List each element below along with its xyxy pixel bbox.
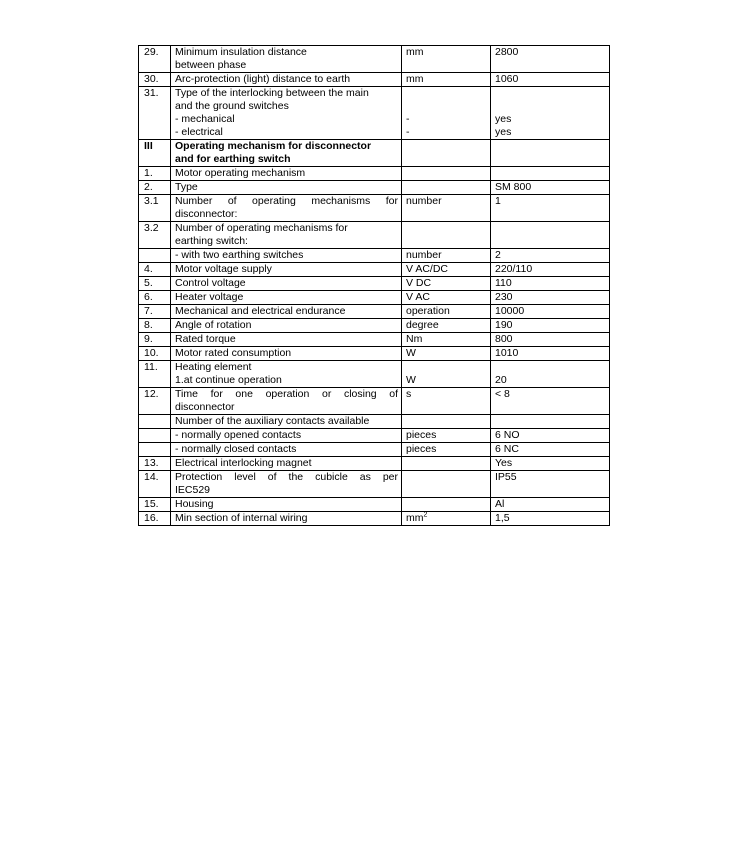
item-description (171, 263, 402, 277)
spec-row (139, 73, 610, 87)
item-unit (402, 415, 491, 429)
description-line: Arc-protection (light) distance to earth (175, 73, 351, 85)
value-line (495, 361, 606, 374)
item-value (491, 277, 610, 291)
item-unit (402, 319, 491, 333)
unit-text: V AC (406, 291, 430, 303)
spec-row (139, 263, 610, 277)
spec-row (139, 140, 610, 167)
description-line: Type (175, 181, 198, 193)
description-line: Mechanical and electrical endurance (175, 305, 346, 317)
unit-line (406, 140, 487, 153)
item-description (171, 195, 402, 222)
item-description (171, 305, 402, 319)
item-number: 10. (139, 347, 171, 361)
unit-line (406, 235, 487, 248)
value-line (495, 167, 606, 180)
item-unit (402, 181, 491, 195)
unit-text: number (406, 249, 442, 261)
item-description (171, 471, 402, 498)
item-unit (402, 347, 491, 361)
spec-row (139, 181, 610, 195)
value-line: 2 (495, 249, 501, 261)
item-unit (402, 471, 491, 498)
item-value (491, 249, 610, 263)
spec-row (139, 498, 610, 512)
item-value (491, 167, 610, 181)
value-line: 10000 (495, 305, 525, 317)
unit-line (406, 361, 487, 374)
item-unit (402, 195, 491, 222)
description-line: Angle of rotation (175, 319, 252, 331)
description-line: and for earthing switch (175, 153, 291, 165)
description-line: Control voltage (175, 277, 246, 289)
item-number: 6. (139, 291, 171, 305)
unit-text: pieces (406, 429, 437, 441)
item-number: 13. (139, 457, 171, 471)
item-unit (402, 457, 491, 471)
description-line: Motor rated consumption (175, 347, 292, 359)
unit-line (406, 319, 487, 332)
unit-text: Nm (406, 333, 423, 345)
value-line: 190 (495, 319, 513, 331)
unit-line (406, 401, 487, 414)
unit-line (406, 471, 487, 484)
unit-line (406, 181, 487, 194)
value-line: 230 (495, 291, 513, 303)
value-line: yes (495, 113, 512, 125)
spec-row (139, 195, 610, 222)
description-line: and the ground switches (175, 100, 289, 112)
value-line: SM 800 (495, 181, 532, 193)
value-line: 800 (495, 333, 513, 345)
unit-line (406, 498, 487, 511)
item-number: 5. (139, 277, 171, 291)
spec-row (139, 305, 610, 319)
item-description (171, 277, 402, 291)
item-number: III (139, 140, 171, 167)
spec-row (139, 361, 610, 388)
item-description (171, 249, 402, 263)
item-value (491, 429, 610, 443)
spec-row (139, 415, 610, 429)
item-unit (402, 263, 491, 277)
item-value (491, 181, 610, 195)
item-number: 3.2 (139, 222, 171, 249)
spec-row (139, 222, 610, 249)
description-line: Motor voltage supply (175, 263, 272, 275)
item-description (171, 87, 402, 140)
specification-table (138, 45, 610, 526)
item-unit (402, 87, 491, 140)
unit-text: s (406, 388, 412, 400)
unit-line (406, 208, 487, 221)
description-line: disconnector: (175, 208, 238, 220)
unit-line (406, 388, 487, 401)
unit-text: mm (406, 73, 424, 85)
description-line: IEC529 (175, 484, 211, 496)
value-line: < 8 (495, 388, 510, 400)
unit-superscript: 2 (423, 511, 428, 519)
item-description (171, 347, 402, 361)
item-value (491, 498, 610, 512)
item-unit (402, 429, 491, 443)
unit-line (406, 263, 487, 276)
value-line: IP55 (495, 471, 517, 483)
item-description (171, 512, 402, 526)
item-value (491, 388, 610, 415)
unit-line (406, 59, 487, 72)
item-number: 16. (139, 512, 171, 526)
unit-line (406, 443, 487, 456)
spec-row (139, 291, 610, 305)
item-description (171, 181, 402, 195)
value-line: 20 (495, 374, 507, 386)
item-number (139, 249, 171, 263)
description-line: Min section of internal wiring (175, 512, 308, 524)
unit-line (406, 73, 487, 86)
description-line: Rated torque (175, 333, 236, 345)
spec-row (139, 333, 610, 347)
spec-row (139, 87, 610, 140)
unit-line (406, 277, 487, 290)
description-line: Heating element (175, 361, 252, 373)
item-description (171, 333, 402, 347)
value-line: Al (495, 498, 505, 510)
description-line: - normally opened contacts (175, 429, 302, 441)
item-number: 12. (139, 388, 171, 415)
item-unit (402, 249, 491, 263)
description-line: 1.at continue operation (175, 374, 282, 386)
item-value (491, 319, 610, 333)
item-number: 14. (139, 471, 171, 498)
value-line: 220/110 (495, 263, 533, 275)
value-line: 6 NO (495, 429, 520, 441)
spec-row (139, 457, 610, 471)
description-line: Operating mechanism for disconnector (175, 140, 372, 152)
description-line: Number of the auxiliary contacts available (175, 415, 370, 427)
unit-text: pieces (406, 443, 437, 455)
item-value (491, 140, 610, 167)
spec-row (139, 249, 610, 263)
description-line: Number of operating mechanisms for (175, 195, 398, 207)
item-description (171, 319, 402, 333)
item-description (171, 498, 402, 512)
item-description (171, 429, 402, 443)
item-value (491, 333, 610, 347)
item-unit (402, 305, 491, 319)
item-unit (402, 512, 491, 526)
item-unit (402, 73, 491, 87)
unit-line (406, 100, 487, 113)
unit-line (406, 333, 487, 346)
item-number: 2. (139, 181, 171, 195)
value-line: 1060 (495, 73, 519, 85)
item-value (491, 457, 610, 471)
item-number: 11. (139, 361, 171, 388)
value-line: 6 NC (495, 443, 519, 455)
value-line (495, 100, 606, 113)
unit-line (406, 291, 487, 304)
spec-row (139, 347, 610, 361)
unit-text: mm (406, 512, 424, 524)
item-value (491, 87, 610, 140)
value-line: 1010 (495, 347, 519, 359)
value-line (495, 140, 606, 153)
value-line (495, 87, 606, 100)
item-number: 1. (139, 167, 171, 181)
description-line: Motor operating mechanism (175, 167, 306, 179)
item-unit (402, 361, 491, 388)
description-line: Protection level of the cubicle as per (175, 471, 398, 483)
item-number (139, 443, 171, 457)
item-description (171, 222, 402, 249)
item-number (139, 415, 171, 429)
item-number: 4. (139, 263, 171, 277)
description-line: Number of operating mechanisms for (175, 222, 348, 234)
unit-line (406, 167, 487, 180)
item-unit (402, 291, 491, 305)
item-value (491, 361, 610, 388)
unit-line (406, 222, 487, 235)
item-unit (402, 140, 491, 167)
unit-line (406, 195, 487, 208)
item-description (171, 291, 402, 305)
item-description (171, 167, 402, 181)
description-line: disconnector (175, 401, 235, 413)
unit-text: operation (406, 305, 450, 317)
item-description (171, 46, 402, 73)
item-number (139, 429, 171, 443)
spec-row (139, 46, 610, 73)
item-number: 7. (139, 305, 171, 319)
description-line: Housing (175, 498, 214, 510)
specification-table-body (139, 46, 610, 526)
item-description (171, 415, 402, 429)
unit-line (406, 429, 487, 442)
item-description (171, 388, 402, 415)
value-line (495, 222, 606, 235)
item-value (491, 195, 610, 222)
item-value (491, 222, 610, 249)
item-number: 30. (139, 73, 171, 87)
spec-row (139, 471, 610, 498)
description-line: - with two earthing switches (175, 249, 304, 261)
unit-line (406, 113, 487, 126)
item-number: 29. (139, 46, 171, 73)
item-value (491, 46, 610, 73)
description-line: Minimum insulation distance (175, 46, 307, 58)
spec-row (139, 277, 610, 291)
description-line: Heater voltage (175, 291, 244, 303)
item-value (491, 305, 610, 319)
unit-line (406, 249, 487, 262)
unit-line (406, 153, 487, 166)
value-line: Yes (495, 457, 513, 469)
item-value (491, 291, 610, 305)
spec-row (139, 443, 610, 457)
value-line: 1,5 (495, 512, 510, 524)
description-line: - electrical (175, 126, 223, 138)
description-line: between phase (175, 59, 247, 71)
spec-row (139, 319, 610, 333)
item-value (491, 263, 610, 277)
unit-line (406, 374, 487, 387)
description-line: - normally closed contacts (175, 443, 297, 455)
item-unit (402, 277, 491, 291)
unit-text: V DC (406, 277, 432, 289)
item-value (491, 73, 610, 87)
spec-row (139, 429, 610, 443)
unit-line (406, 46, 487, 59)
description-line: earthing switch: (175, 235, 248, 247)
item-value (491, 471, 610, 498)
item-number: 31. (139, 87, 171, 140)
item-unit (402, 46, 491, 73)
item-description (171, 73, 402, 87)
spec-row (139, 167, 610, 181)
item-unit (402, 167, 491, 181)
description-line: - mechanical (175, 113, 235, 125)
item-unit (402, 222, 491, 249)
spec-row (139, 388, 610, 415)
unit-line (406, 512, 487, 525)
unit-text: W (406, 347, 416, 359)
item-unit (402, 388, 491, 415)
item-description (171, 140, 402, 167)
item-number: 3.1 (139, 195, 171, 222)
description-line: Type of the interlocking between the main (175, 87, 369, 99)
spec-row (139, 512, 610, 526)
value-line: 110 (495, 277, 512, 289)
unit-text: W (406, 374, 416, 386)
item-unit (402, 498, 491, 512)
item-unit (402, 333, 491, 347)
value-line: 1 (495, 195, 501, 207)
item-description (171, 457, 402, 471)
item-number: 8. (139, 319, 171, 333)
item-value (491, 415, 610, 429)
description-line: Electrical interlocking magnet (175, 457, 312, 469)
value-line: yes (495, 126, 512, 138)
unit-line (406, 87, 487, 100)
unit-text: V AC/DC (406, 263, 449, 275)
unit-text: - (406, 126, 410, 138)
unit-line (406, 126, 487, 139)
item-value (491, 347, 610, 361)
item-description (171, 443, 402, 457)
item-description (171, 361, 402, 388)
value-line (495, 415, 606, 428)
unit-line (406, 457, 487, 470)
unit-text: degree (406, 319, 439, 331)
item-number: 9. (139, 333, 171, 347)
unit-text: mm (406, 46, 424, 58)
item-value (491, 512, 610, 526)
description-line: Time for one operation or closing of (175, 388, 398, 400)
item-value (491, 443, 610, 457)
unit-text: number (406, 195, 442, 207)
unit-line (406, 305, 487, 318)
item-unit (402, 443, 491, 457)
item-number: 15. (139, 498, 171, 512)
unit-line (406, 347, 487, 360)
value-line: 2800 (495, 46, 519, 58)
unit-line (406, 415, 487, 428)
unit-text: - (406, 113, 410, 125)
unit-line (406, 484, 487, 497)
